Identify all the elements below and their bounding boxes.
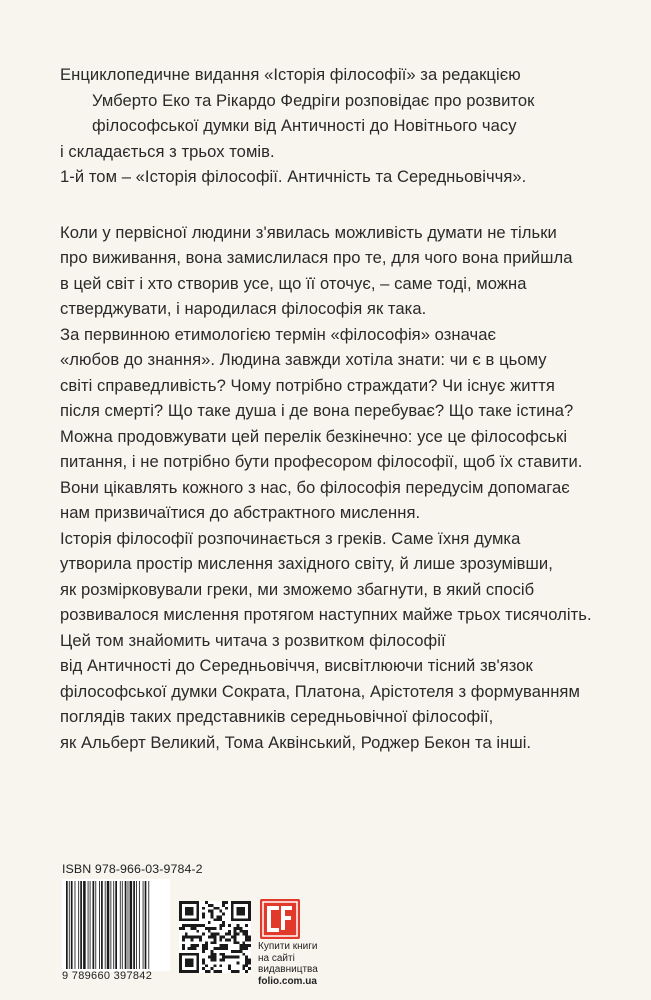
body-line: Можна продовжувати цей перелік безкінечно: усе це філософські: [60, 426, 568, 446]
publisher-url[interactable]: folio.com.ua: [258, 975, 317, 987]
barcode-icon: [62, 879, 170, 971]
publisher-logo-icon: [260, 899, 300, 939]
body-line: поглядів таких представників середньовічної філософії,: [60, 707, 494, 726]
body-line: нам призвичаїтися до абстрактного мислення.: [60, 503, 421, 522]
body-line: утворила простір мислення західного світу, й лише зрозумівши,: [60, 554, 553, 573]
isbn-label: ISBN 978-966-03-9784-2: [62, 862, 203, 876]
body-line: світі справедливість? Чому потрібно страждати? Чи існує життя: [60, 375, 555, 395]
intro-line: Умберто Еко та Рікардо Федріги розповідає про розвиток: [92, 90, 535, 110]
body-line: Коли у первісної людини з'явилась можливість думати не тільки: [60, 222, 557, 242]
publisher-caption-line: на сайті: [258, 952, 295, 964]
body-line: як розмірковували греки, ми зможемо збагнути, в який спосіб: [60, 579, 535, 599]
body-line: від Античності до Середньовіччя, висвітлюючи тісний зв'язок: [60, 656, 533, 675]
body-line: розвивалося мислення протягом наступних майже трьох тисячоліть.: [60, 605, 592, 624]
body-line: «любов до знання». Людина завжди хотіла знати: чи є в цьому: [60, 350, 547, 369]
paragraph-gap: [60, 190, 620, 220]
barcode-digits: 9 789660 397842: [62, 970, 153, 982]
publisher-caption: [258, 941, 318, 987]
qr-code-icon[interactable]: [179, 901, 251, 973]
intro-line: і складається з трьох томів.: [60, 141, 275, 161]
body-line: За первинною етимологією термін «філософія» означає: [60, 324, 497, 344]
body-line: філософської думки Сократа, Платона, Арістотеля з формуванням: [60, 681, 580, 701]
body-line: після смерті? Що таке душа і де вона перебуває? Що таке істина?: [60, 401, 574, 420]
intro-line: 1-й том – «Історія філософії. Античність та Середньовіччя».: [60, 167, 527, 186]
body-line: Вони цікавлять кожного з нас, бо філософія передусім допомагає: [60, 477, 570, 497]
body-line: стверджувати, і народилася філософія як така.: [60, 299, 427, 318]
publisher-caption-line: Купити книги: [258, 941, 318, 952]
body-line: Цей том знайомить читача з розвитком філософії: [60, 630, 446, 650]
intro-line: Енциклопедичне видання «Історія філософії» за редакцією: [60, 65, 521, 84]
intro-line: філософської думки від Античності до Новітнього часу: [92, 116, 517, 135]
body-line: в цей світ і хто створив усе, що її оточує, – саме тоді, можна: [60, 273, 527, 293]
publisher-caption-line: видавництва: [258, 964, 318, 975]
body-line: про виживання, вона замислилася про те, для чого вона прийшла: [60, 248, 573, 267]
annotation-text: [60, 62, 620, 755]
body-line: Історія філософії розпочинається з греків. Саме їхня думка: [60, 528, 521, 548]
body-line: як Альберт Великий, Тома Аквінський, Роджер Бекон та інші.: [60, 732, 532, 752]
body-line: питання, і не потрібно бути професором філософії, щоб їх ставити.: [60, 452, 583, 471]
